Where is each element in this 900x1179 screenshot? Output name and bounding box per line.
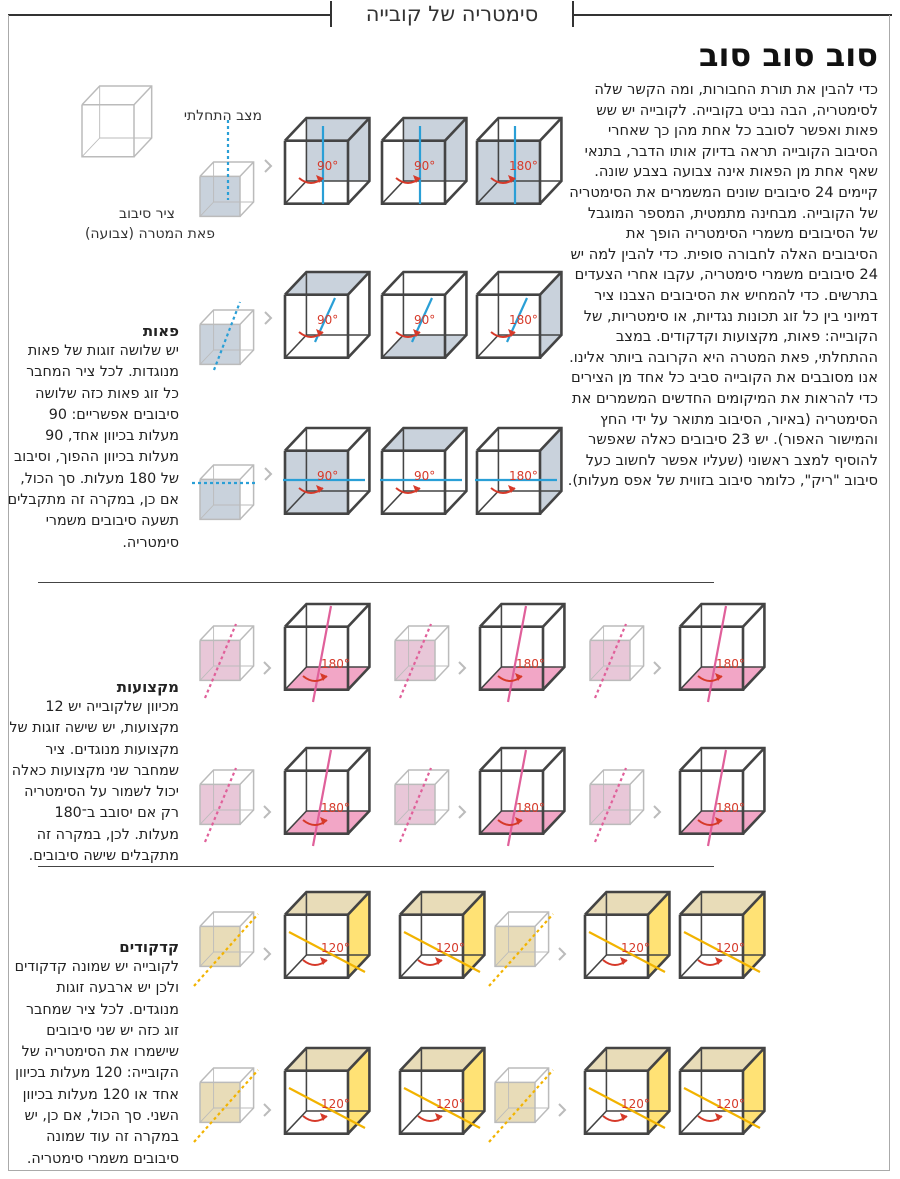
section-vertices [7,938,179,1169]
cube-edge [240,626,254,640]
cube-hidden-edge [477,335,498,358]
faces-title: פאות [142,322,179,340]
cube-edge [743,748,764,771]
cube [680,748,764,846]
cube-hidden-edge [382,491,403,514]
label-start-state: מצב התחלתי [183,108,262,124]
cube-hidden-edge [585,955,606,978]
cube-bottom-face [382,335,466,358]
rotation-angle-label: 180° [509,159,538,173]
rotation-angle-label: 180° [321,801,350,815]
cube-edge [240,162,254,176]
divider-faces-edges [38,582,714,583]
cube [489,912,553,986]
section-faces [7,322,179,553]
rotation-angle-label: 120° [321,941,350,955]
divider-edges-vertices [38,866,714,867]
rotation-angle-label: 120° [621,1097,650,1111]
cube-hidden-edge [285,335,306,358]
vertices-body: לקובייה יש שמונה קדקודים ולכן יש ארבעה זוגות מנוגדים. לכל ציר שמחבר זוג כזה יש שני סיבובים שישמרו את הסימטריה של הקובייה: 120 מעלות בכיוון אחד או 120 מעלות בכיוון השני. סך הכול, אם כן, יש במקרה זה עוד שמונה סיבובים משמרי סימטריה. [14,959,179,1167]
cube-hidden-edge [285,181,306,204]
cube-hidden-edge [477,491,498,514]
cube [480,604,564,702]
cube [285,604,369,702]
cube [200,768,254,842]
cube-edge [240,1068,254,1082]
cube-edge [435,770,449,784]
cube-edge [240,770,254,784]
cube [475,428,561,514]
section-edges [7,678,179,866]
cube-hidden-edge [680,955,701,978]
cube [590,624,644,698]
cube-edge [540,118,561,141]
rotation-angle-label: 120° [716,1097,745,1111]
cube-edge [535,1068,549,1082]
cube [480,748,564,846]
step-chevron [559,1104,565,1116]
cube [585,1048,669,1134]
cube-hidden-edge [400,1111,421,1134]
label-rotation-axis: ציר סיבוב [118,206,175,222]
cube-hidden-edge [400,955,421,978]
cube-hidden-edge [285,955,306,978]
step-chevron [265,312,271,324]
rotation-angle-label: 90° [414,159,436,173]
cube-edge [240,310,254,324]
cube [285,272,369,358]
cube [285,118,369,204]
cube-edge [535,912,549,926]
cube [194,1068,258,1142]
rotation-angle-label: 90° [414,469,436,483]
cube [395,624,449,698]
cube [400,1048,484,1134]
step-chevron [654,662,660,674]
step-chevron [265,468,271,480]
cube [283,428,369,514]
cube-hidden-edge [82,138,100,157]
step-chevron [654,806,660,818]
step-chevron [459,662,465,674]
cube [382,272,466,358]
rotation-angle-label: 180° [516,657,545,671]
cube-edge [543,748,564,771]
rotation-angle-label: 180° [321,657,350,671]
rotation-angle-label: 120° [621,941,650,955]
rotation-angle-label: 90° [317,313,339,327]
faces-body: יש שלושה זוגות של פאות מנוגדות. לכל ציר המחבר כל זוג פאות כזה שלושה סיבובים אפשריים: 90 מעלות בכיוון אחד, 90 מעלות בכיוון ההפוך, וסיבוב של 180 מעלות. סך הכול, אם כן, במקרה זה מתקבלים תשעה סיבובים משמרי סימטריה. [7,343,179,551]
cube-edge [240,465,254,479]
step-chevron [264,662,270,674]
cube [285,1048,369,1134]
edges-body: מכיוון שלקובייה יש 12 מקצועות, יש שישה זוגות של מקצועות מנוגדים. ציר שמחבר שני מקצועות כאלה יכול לשמור על הסימטריה רק אם יסובב ב־180 מעלות. לכן, במקרה זה מתקבלים שישה סיבובים. [9,699,179,865]
headline: סוב סוב סוב [698,36,878,74]
cube [680,604,764,702]
cube [585,892,669,978]
cube [200,624,254,698]
vertices-title: קדקודים [119,938,179,956]
cube [590,768,644,842]
header-title: סימטריה של קובייה [330,1,574,27]
cube-edge [630,770,644,784]
cube-edge [445,272,466,295]
cube [200,120,254,216]
cube-edge [630,626,644,640]
cube [477,118,561,204]
cube [680,1048,764,1134]
cube-top-face [382,428,466,451]
rotation-angle-label: 90° [414,313,436,327]
cube [285,892,369,978]
cube-hidden-edge [285,1111,306,1134]
cube-edge [543,604,564,627]
rotation-angle-label: 90° [317,469,339,483]
cube [477,272,561,358]
cube-edge [348,428,369,451]
rotation-angle-label: 180° [509,313,538,327]
step-chevron [264,1104,270,1116]
cube [200,302,254,370]
cube [680,892,764,978]
label-target-face: פאת המטרה (צבועה) [84,226,215,242]
rotation-angle-label: 120° [321,1097,350,1111]
step-chevron [264,806,270,818]
cube-hidden-edge [585,1111,606,1134]
rotation-angle-label: 120° [436,1097,465,1111]
cube [194,912,258,986]
cube-edge [743,604,764,627]
cube-edge [348,748,369,771]
rotation-angle-label: 120° [436,941,465,955]
edges-title: מקצועות [116,678,179,696]
cube [82,86,152,157]
step-chevron [264,948,270,960]
cube-edge [134,86,152,105]
cube [192,465,258,519]
cube-edge [240,912,254,926]
cube [400,892,484,978]
cube [382,118,466,204]
step-chevron [559,948,565,960]
step-chevron [265,160,271,172]
rotation-angle-label: 180° [516,801,545,815]
rotation-angle-label: 180° [509,469,538,483]
cube [285,748,369,846]
rotation-angle-label: 120° [716,941,745,955]
rotation-angle-label: 90° [317,159,339,173]
intro-paragraph: כדי להבין את תורת החבורות, ומה הקשר שלה לסימטריה, הבה נביט בקובייה. לקובייה יש שש פאות ואפשר לסובב כל אחת מהן כך שאחרי הסיבוב הקובייה תראה בדיוק אותו הדבר, בתנאי שאף אחת מן הפאות אינה צבועה בצבע שונה. קיימים 24 סיבובים שונים המשמרים את הסימטריה של הקובייה. מבחינה מתמטית, המספר המוגבל של הסיבובים משמרי הסימטריה הופך את הסיבובים האלה לחבורה סופית. כדי להבין למה יש 24 סיבובים משמרי סימטריה, עקבו אחרי הצעדים בתרשים. כדי להמחיש את הסיבובים הצבנו ציר דמיוני בין כל זוג תכונות נגדיות, או סימטריות, של הקובייה: פאות, מקצועות וקדקודים. במצב ההתחלתי, פאת המטרה היא הקרובה ביותר אלינו. אנו מסובבים את הקובייה סביב כל אחד מן הצירים כדי להראות את המיקומים החדשים המשמרים את הסימטריה (באיור, הסיבוב מתואר על ידי החץ והמישור האפור). יש 23 סיבובים כאלה שאפשר להוסיף למצב ראשוני (שעליו אפשר לחשוב כעל סיבוב "ריק", כלומר סיבוב בזווית של אפס מעלות). [567,81,878,490]
cube [380,428,466,514]
cube-edge [348,604,369,627]
cube-hidden-edge [680,1111,701,1134]
cube-edge [435,626,449,640]
cube [489,1068,553,1142]
cube-top-face [285,272,369,295]
cube [395,768,449,842]
rotation-angle-label: 180° [716,657,745,671]
step-chevron [459,806,465,818]
rotation-angle-label: 180° [716,801,745,815]
cube-hidden-edge [382,181,403,204]
